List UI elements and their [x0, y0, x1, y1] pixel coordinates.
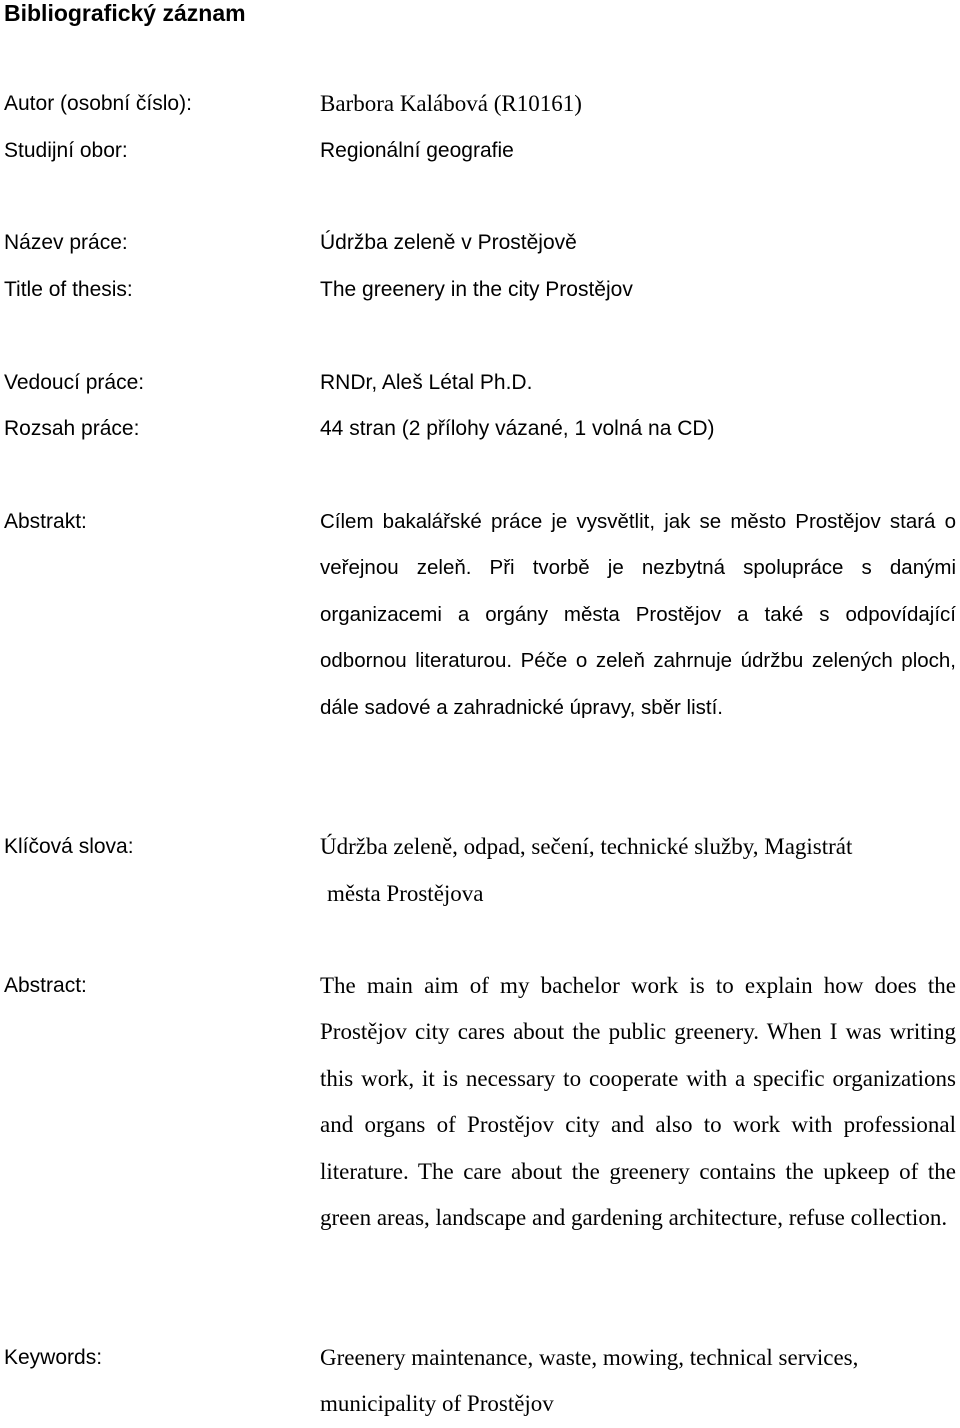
author-label: Autor (osobní číslo): — [4, 92, 192, 115]
study-field-value: Regionální geografie — [320, 139, 514, 162]
klicova-slova-line2: města Prostějova — [327, 881, 484, 906]
supervisor-label: Vedoucí práce: — [4, 371, 145, 394]
supervisor-value: RNDr, Aleš Létal Ph.D. — [320, 371, 533, 394]
thesis-title-value: The greenery in the city Prostějov — [320, 278, 633, 301]
klicova-slova-label: Klíčová slova: — [4, 835, 134, 858]
author-value: Barbora Kalábová (R10161) — [320, 91, 582, 116]
abstract-text: The main aim of my bachelor work is to explain how does the Prostějov city cares about the public greenery. When I was writing this work, it is necessary to cooperate with a specific organizations and organs of Prostějov city and also to work with professional literature. The care about the greenery contains the upkeep of the green areas, landscape and gardening architecture, refuse collection. — [320, 973, 956, 1231]
extent-value: 44 stran (2 přílohy vázané, 1 volná na CD) — [320, 417, 715, 440]
abstrakt-label: Abstrakt: — [4, 510, 87, 533]
abstrakt-text: Cílem bakalářské práce je vysvětlit, jak se město Prostějov stará o veřejnou zeleň. Při tvorbě je nezbytná spolupráce s danými organizacemi a orgány města Prostějov a také s odpovídající odbornou literaturou. Péče o zeleň zahrnuje údržbu zelených ploch, dále sadové a zahradnické úpravy, sběr listí. — [320, 510, 956, 719]
keywords-label: Keywords: — [4, 1346, 103, 1369]
klicova-slova-line1: Údržba zeleně, odpad, sečení, technické služby, Magistrát — [320, 834, 853, 859]
thesis-name-label: Název práce: — [4, 231, 128, 254]
study-field-label: Studijní obor: — [4, 139, 128, 162]
thesis-name-value: Údržba zeleně v Prostějově — [320, 231, 577, 254]
page-title: Bibliografický záznam — [4, 0, 246, 26]
keywords-text: Greenery maintenance, waste, mowing, technical services, municipality of Prostějov — [320, 1345, 859, 1417]
abstract-label: Abstract: — [4, 974, 87, 997]
thesis-title-label: Title of thesis: — [4, 278, 133, 301]
extent-label: Rozsah práce: — [4, 417, 140, 440]
